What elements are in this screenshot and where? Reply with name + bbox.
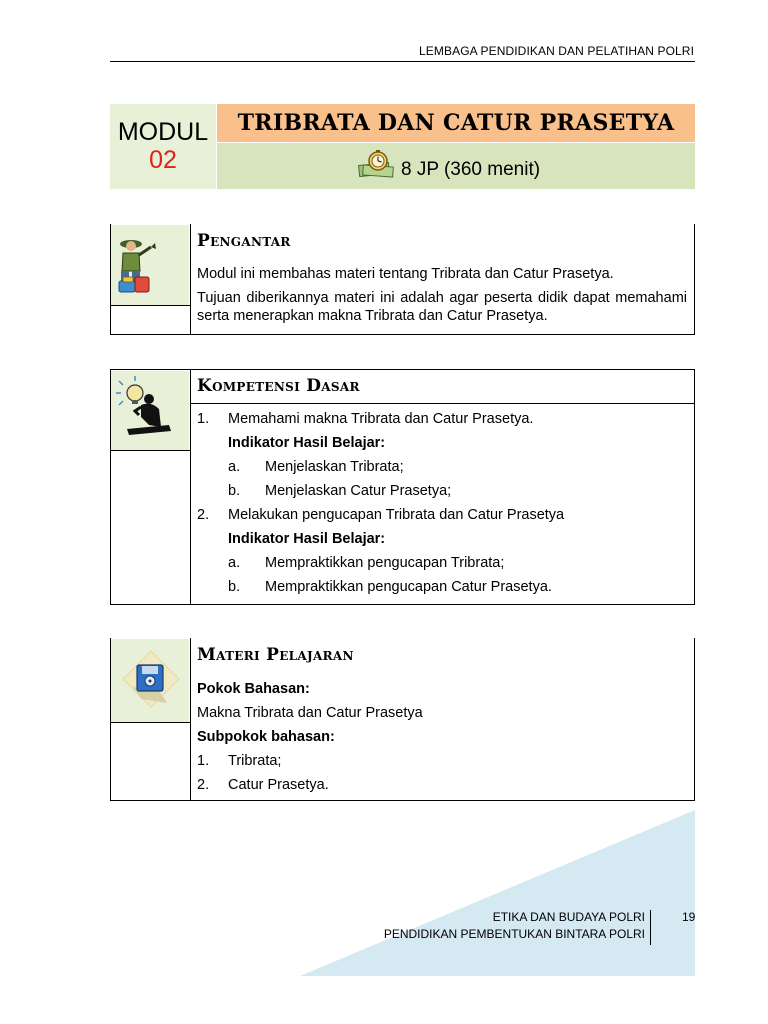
subpokok-label: Subpokok bahasan:: [197, 729, 335, 745]
running-header: LEMBAGA PENDIDIKAN DAN PELATIHAN POLRI: [419, 44, 694, 58]
section-materi: [110, 638, 695, 801]
item-text: Mempraktikkan pengucapan Catur Prasetya.: [265, 579, 552, 595]
item-number: 1.: [197, 753, 210, 769]
icon-cell: [111, 371, 189, 450]
item-text: Menjelaskan Tribrata;: [265, 459, 404, 475]
paragraph: Tujuan diberikannya materi ini adalah agar peserta didik dapat memahami serta menerapkan makna Tribrata dan Catur Prasetya.: [197, 290, 687, 324]
item-letter: b.: [228, 483, 241, 499]
item-text: Catur Prasetya.: [228, 777, 329, 793]
item-number: 2.: [197, 507, 210, 523]
footer-program: PENDIDIKAN PEMBENTUKAN BINTARA POLRI: [383, 927, 645, 941]
lightbulb-thinker-icon: [111, 371, 189, 450]
item-text: Menjelaskan Catur Prasetya;: [265, 483, 452, 499]
item-number: 1.: [197, 411, 210, 427]
section-pengantar: [110, 224, 695, 335]
header-rule: [110, 61, 695, 62]
title-rule: [190, 403, 695, 404]
item-text: Mempraktikkan pengucapan Tribrata;: [265, 555, 505, 571]
section-title: Pengantar: [197, 231, 291, 251]
section-kompetensi: [110, 369, 695, 605]
item-letter: a.: [228, 459, 241, 475]
footer-triangle-decoration: [300, 810, 695, 976]
traveler-icon: [111, 225, 189, 305]
footer-course: ETIKA DAN BUDAYA POLRI: [492, 910, 645, 924]
item-text: Melakukan pengucapan Tribrata dan Catur Prasetya: [228, 507, 565, 523]
item-letter: a.: [228, 555, 241, 571]
module-label-box: [110, 104, 216, 189]
floppy-disk-icon: [111, 639, 189, 722]
module-title-box: [217, 104, 695, 142]
footer-rule: [650, 910, 651, 945]
module-number: 02: [149, 146, 177, 174]
page-number: 19: [682, 910, 696, 924]
pengantar-content: [197, 232, 687, 325]
kompetensi-content: Kompetensi Dasar 1. Memahami makna Tribrata dan Catur Prasetya. Indikator Hasil Belajar: a. Menjelaskan Tribrata; b. Menjelaskan Catur Prasetya; 2. Melakukan pengucapan Tribrata dan Catur Prasetya Indikator Hasil Belajar: a. Mempraktikkan pengucapan Tribrata; b. Mempraktikkan pengucapan Catur Prasetya.: [197, 377, 687, 395]
item-text: Tribrata;: [228, 753, 282, 769]
icon-cell: [111, 225, 189, 305]
item-text: Memahami makna Tribrata dan Catur Prasetya.: [228, 411, 534, 427]
section-title: Kompetensi Dasar: [197, 376, 360, 396]
money-clock-icon: [357, 150, 397, 178]
module-title: TRIBRATA DAN CATUR PRASETYA: [237, 110, 675, 136]
duration-box: [217, 143, 695, 189]
icon-cell: [111, 639, 189, 722]
materi-content: [197, 645, 687, 793]
module-word: MODUL: [117, 118, 209, 146]
pokok-text: Makna Tribrata dan Catur Prasetya: [197, 705, 423, 721]
item-number: 2.: [197, 777, 210, 793]
pokok-label: Pokok Bahasan:: [197, 681, 310, 697]
item-letter: b.: [228, 579, 241, 595]
duration-text: 8 JP (360 menit): [401, 159, 541, 180]
paragraph: Modul ini membahas materi tentang Tribrata dan Catur Prasetya.: [197, 266, 614, 282]
section-title: Materi Pelajaran: [197, 645, 354, 665]
